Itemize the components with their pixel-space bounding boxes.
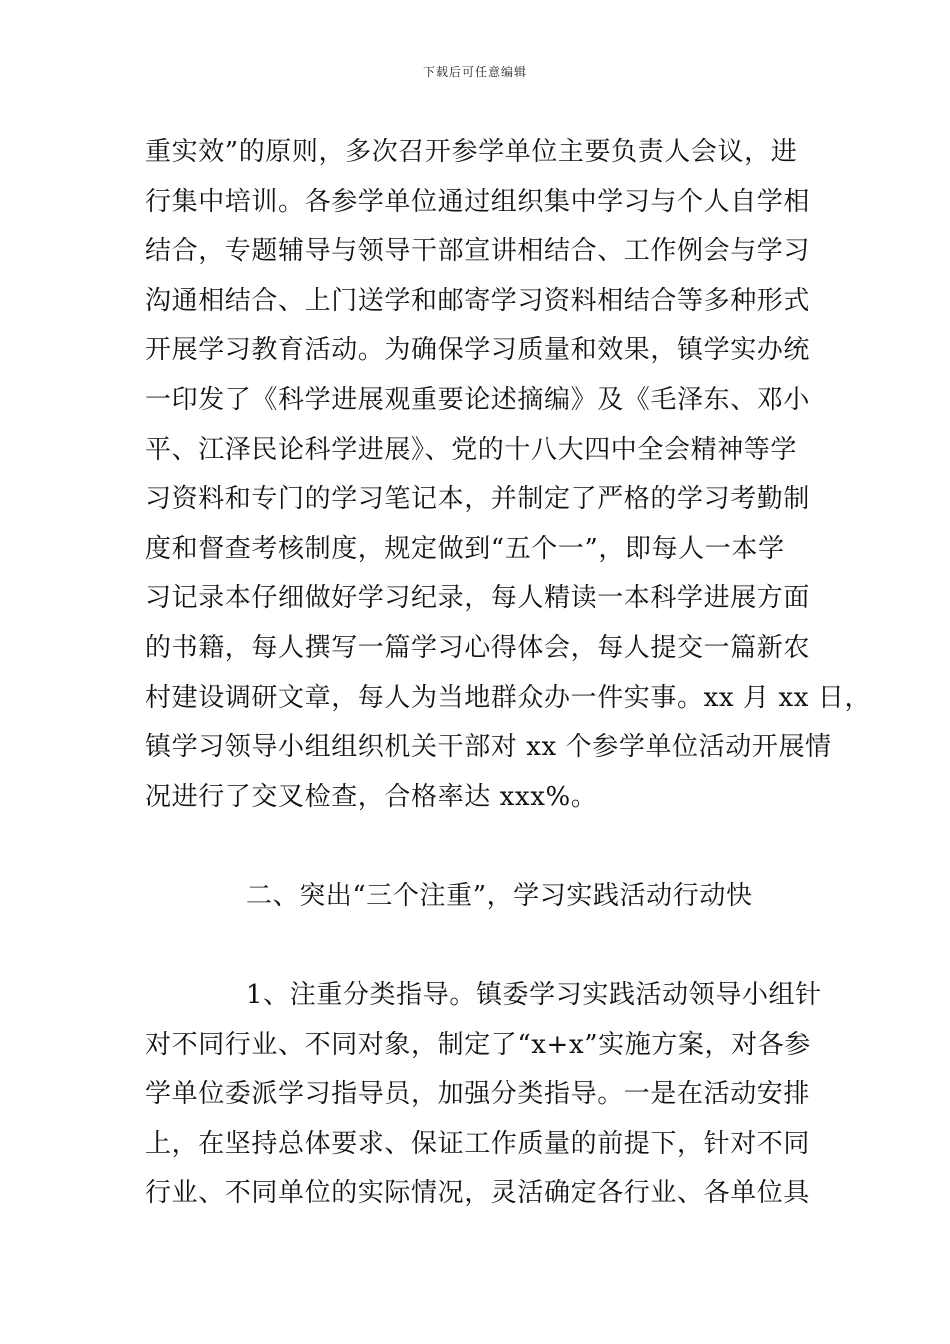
document-body	[145, 128, 872, 1219]
paragraph-line: 沟通相结合、上门送学和邮寄学习资料相结合等多种形式	[145, 285, 811, 316]
section-heading: 二、突出“三个注重”，学习实践活动行动快	[246, 880, 753, 911]
paragraph-line: 结合，专题辅导与领导干部宣讲相结合、工作例会与学习	[145, 236, 811, 267]
page-header: 下载后可任意编辑	[422, 65, 527, 79]
paragraph-line: 行业、不同单位的实际情况，灵活确定各行业、各单位具	[145, 1178, 811, 1209]
paragraph-line: 开展学习教育活动。为确保学习质量和效果，镇学实办统	[145, 335, 811, 366]
paragraph-line: 上，在坚持总体要求、保证工作质量的前提下，针对不同	[145, 1128, 811, 1159]
paragraph-line: 习记录本仔细做好学习纪录，每人精读一本科学进展方面	[145, 583, 811, 614]
paragraph-line: 对不同行业、不同对象，制定了“x+x”实施方案，对各参	[145, 1029, 811, 1060]
paragraph-1	[145, 128, 872, 822]
paragraph-line: 重实效”的原则，多次召开参学单位主要负责人会议，进	[145, 137, 798, 167]
paragraph-line: 行集中培训。各参学单位通过组织集中学习与个人自学相	[145, 186, 811, 217]
paragraph-2	[145, 971, 822, 1219]
paragraph-line: 的书籍，每人撰写一篇学习心得体会，每人提交一篇新农	[145, 632, 811, 663]
paragraph-spacer	[145, 822, 810, 872]
paragraph-line: 况进行了交叉检查，合格率达 xxx%。	[145, 781, 598, 812]
paragraph-line: 村建设调研文章，每人为当地群众办一件实事。xx 月 xx 日，	[145, 682, 872, 713]
paragraph-line: 平、江泽民论科学进展》、党的十八大四中全会精神等学	[145, 434, 798, 465]
paragraph-line: 习资料和专门的学习笔记本，并制定了严格的学习考勤制	[145, 484, 811, 515]
paragraph-line: 学单位委派学习指导员，加强分类指导。一是在活动安排	[145, 1079, 811, 1110]
paragraph-line: 度和督查考核制度，规定做到“五个一”，即每人一本学	[145, 533, 785, 564]
paragraph-spacer	[145, 922, 810, 972]
paragraph-line: 1、注重分类指导。镇委学习实践活动领导小组针	[246, 980, 822, 1011]
paragraph-line: 一印发了《科学进展观重要论述摘编》及《毛泽东、邓小	[145, 384, 811, 415]
paragraph-line: 镇学习领导小组组织机关干部对 xx 个参学单位活动开展情	[145, 732, 832, 763]
